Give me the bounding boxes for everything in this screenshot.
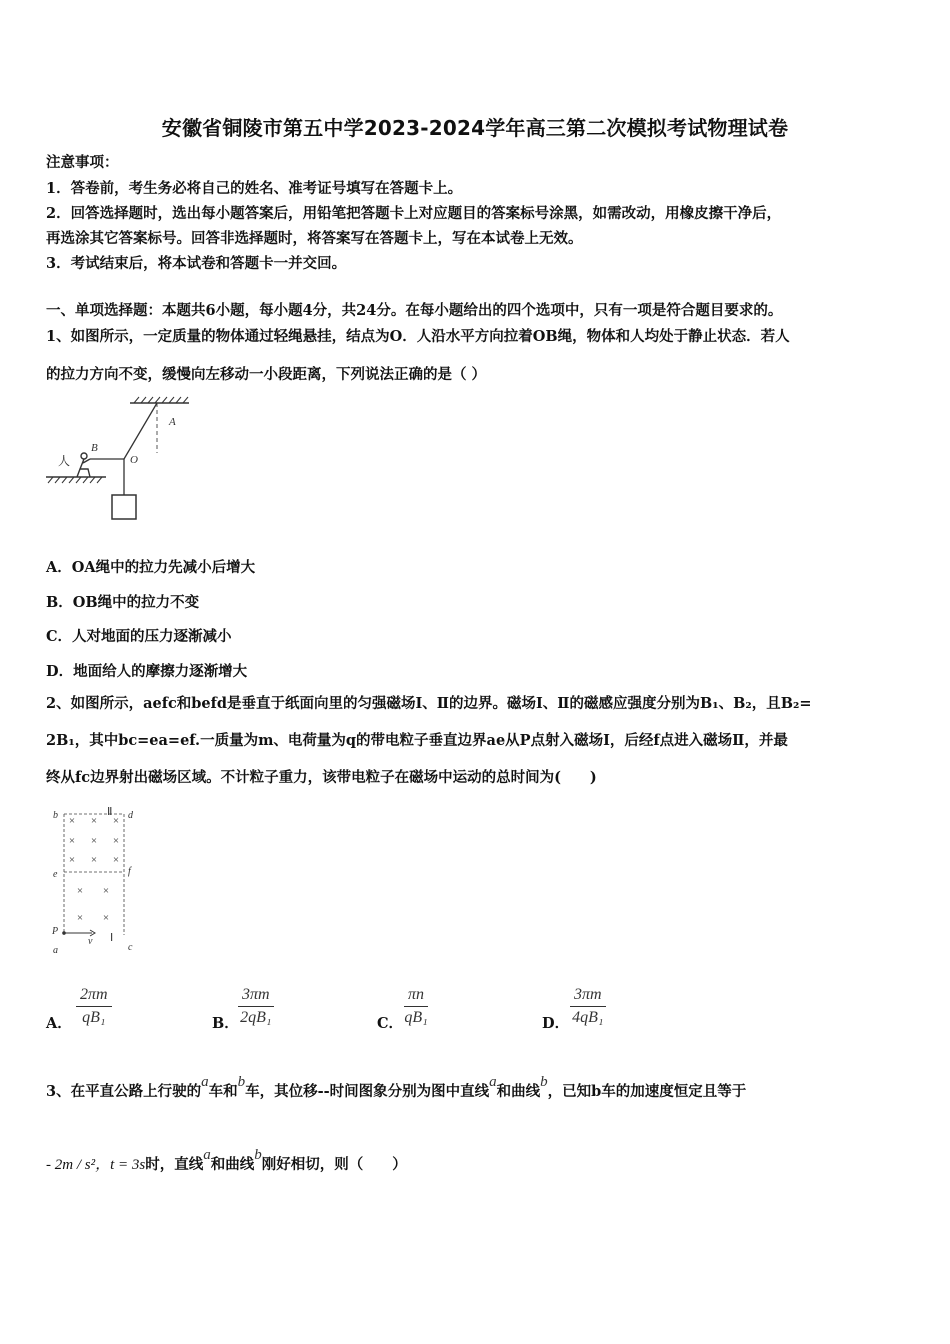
- notice-item-1: 1．答卷前，考生务必将自己的姓名、准考证号填写在答题卡上。: [46, 180, 463, 197]
- q1-stem-line2: 的拉力方向不变，缓慢向左移动一小段距离，下列说法正确的是（ ）: [46, 366, 487, 383]
- svg-text:×: ×: [68, 815, 76, 827]
- svg-text:×: ×: [90, 854, 98, 866]
- svg-text:×: ×: [76, 885, 84, 897]
- svg-text:×: ×: [112, 835, 120, 847]
- q2-option-a-frac: [76, 986, 112, 1027]
- section-heading: 一、单项选择题：本题共6小题，每小题4分，共24分。在每小题给出的四个选项中，只有一项是符合题目要求的。: [46, 302, 783, 319]
- label-b2: b: [53, 810, 58, 821]
- q1-stem-line1: 1、如图所示，一定质量的物体通过轻绳悬挂，结点为O．人沿水平方向拉着OB绳，物体和人均处于静止状态．若人: [46, 328, 790, 345]
- q2-stem-line3: 终从fc边界射出磁场区域。不计粒子重力，该带电粒子在磁场中运动的总时间为( ): [46, 769, 597, 786]
- notice-item-3: 3．考试结束后，将本试卷和答题卡一并交回。: [46, 255, 347, 272]
- q2-option-b-den: 2qB₁: [240, 1009, 272, 1026]
- label-o: O: [130, 454, 138, 466]
- svg-text:×: ×: [112, 854, 120, 866]
- svg-text:×: ×: [68, 835, 76, 847]
- q2-option-b-frac: [238, 986, 274, 1027]
- q3-stem-line1: 3、在平直公路上行驶的a车和b车，其位移--时间图象分别为图中直线a和曲线b，已知b车的加速度恒定且等于: [46, 1074, 747, 1100]
- label-p: P: [52, 926, 59, 937]
- label-person: 人: [58, 454, 71, 468]
- label-a: A: [169, 416, 176, 428]
- q2-option-c-frac: [404, 986, 428, 1027]
- label-v: v: [88, 936, 93, 947]
- q2-option-c-label: C．: [377, 1015, 404, 1032]
- q2-option-d-den: 4qB₁: [572, 1009, 604, 1026]
- label-d: d: [128, 810, 133, 821]
- q2-option-d-num: 3πm: [570, 986, 606, 1007]
- svg-text:×: ×: [102, 912, 110, 924]
- notice-heading: 注意事项：: [46, 154, 119, 171]
- svg-text:×: ×: [76, 912, 84, 924]
- person-icon: [77, 453, 90, 477]
- label-b: B: [91, 442, 98, 454]
- q1-option-b: B．OB绳中的拉力不变: [46, 594, 200, 611]
- q2-option-b-num: 3πm: [238, 986, 274, 1007]
- svg-text:×: ×: [90, 835, 98, 847]
- q1-option-a: A．OA绳中的拉力先减小后增大: [46, 559, 256, 576]
- q2-option-d-frac: [570, 986, 606, 1027]
- q1-option-c: C．人对地面的压力逐渐减小: [46, 628, 232, 645]
- label-region2: Ⅱ: [107, 806, 113, 818]
- q2-option-d-label: D．: [542, 1015, 570, 1032]
- label-e: e: [53, 869, 58, 880]
- svg-text:×: ×: [90, 815, 98, 827]
- q2-option-c-den: qB₁: [404, 1009, 428, 1026]
- var-a: a: [201, 1074, 209, 1090]
- label-c: c: [128, 942, 133, 953]
- label-f: f: [128, 866, 131, 877]
- notice-item-2: 2．回答选择题时，选出每小题答案后，用铅笔把答题卡上对应题目的答案标号涂黑，如需改动，用橡皮擦干净后，: [46, 205, 782, 222]
- page-title: 安徽省铜陵市第五中学2023-2024学年高三第二次模拟考试物理试卷: [161, 116, 789, 140]
- q2-option-a-label: A．: [46, 1015, 72, 1032]
- q2-option-b-label: B．: [212, 1015, 239, 1032]
- q2-stem-line1: 2、如图所示，aefc和befd是垂直于纸面向里的匀强磁场Ⅰ、Ⅱ的边界。磁场Ⅰ、Ⅱ的磁感应强度分别为B₁、B₂，且B₂=: [46, 695, 812, 712]
- var-b: b: [237, 1074, 246, 1090]
- q1-option-d: D．地面给人的摩擦力逐渐增大: [46, 663, 248, 680]
- q1-figure: [44, 393, 204, 528]
- label-a2: a: [53, 945, 58, 956]
- label-region1: Ⅰ: [110, 932, 114, 944]
- q3-math: - 2m / s²，t = 3s: [46, 1157, 146, 1173]
- svg-text:×: ×: [68, 854, 76, 866]
- q2-option-a-num: 2πm: [76, 986, 112, 1007]
- q2-figure: [46, 800, 156, 960]
- q2-stem-line2: 2B₁，其中bc=ea=ef.一质量为m、电荷量为q的带电粒子垂直边界ae从P点射入磁场Ⅰ，后经f点进入磁场Ⅱ，并最: [46, 732, 788, 749]
- notice-item-2-cont: 再选涂其它答案标号。回答非选择题时，将答案写在答题卡上，写在本试卷上无效。: [46, 230, 583, 247]
- q3-stem-line2: - 2m / s²，t = 3s时，直线a和曲线b刚好相切，则（ ）: [46, 1147, 407, 1173]
- svg-text:×: ×: [112, 815, 120, 827]
- q2-option-a-den: qB₁: [82, 1009, 106, 1026]
- svg-text:×: ×: [102, 885, 110, 897]
- q2-option-c-num: πn: [404, 986, 428, 1007]
